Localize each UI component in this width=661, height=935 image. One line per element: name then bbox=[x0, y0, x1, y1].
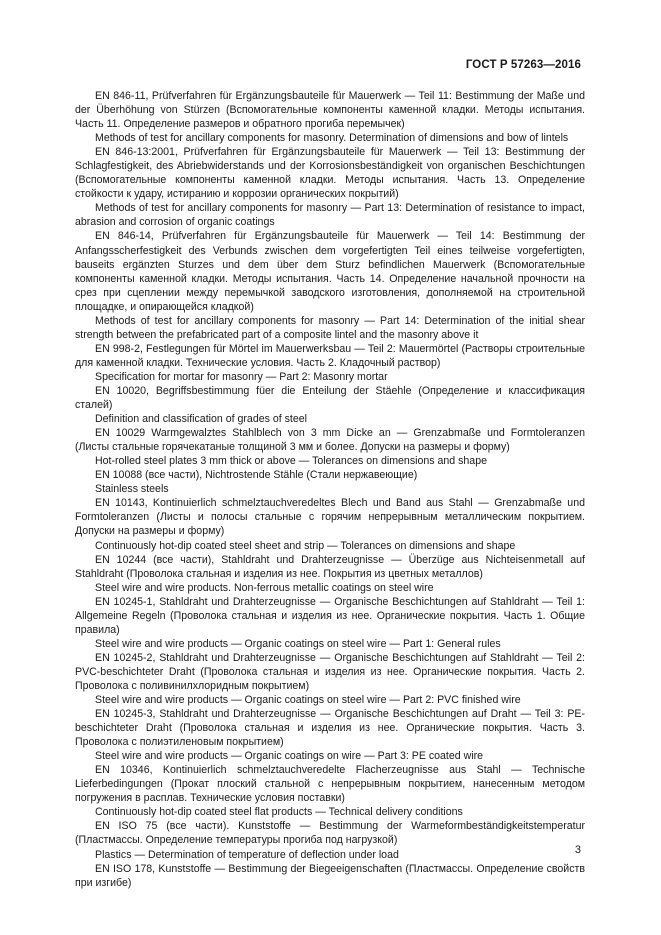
reference-paragraph: EN 10245-2, Stahldraht und Drahterzeugnisse — Organische Beschichtungen auf Stahldraht — Teil 2: PVC-beschichteter Draht (Проволока стальная и изделия из нее. Органические покрытия. Часть 2. Проволока с поливинилхлоридным покрытием) bbox=[75, 651, 585, 692]
reference-paragraph: EN 10245-1, Stahldraht und Drahterzeugnisse — Organische Beschichtungen auf Stahldraht — Teil 1: Allgemeine Regeln (Проволока стальная и изделия из нее. Органические покрытия. Часть 1. Общие правила) bbox=[75, 595, 585, 636]
reference-paragraph: Plastics — Determination of temperature of deflection under load bbox=[95, 848, 399, 861]
reference-paragraph: Steel wire and wire products — Organic coatings on steel wire — Part 1: General rules bbox=[95, 637, 501, 650]
reference-paragraph: EN 846-11, Prüfverfahren für Ergänzungsbauteile für Mauerwerk — Teil 11: Bestimmung der Maße und der Überhöhung von Stürzen (Вспомогательные компоненты каменной кладки. Методы испытания. Часть 11. Определение размеров и обратного прогиба перемычек) bbox=[75, 90, 585, 131]
reference-paragraph: Methods of test for ancillary components for masonry. Determination of dimensions and bow of lintels bbox=[95, 132, 569, 145]
reference-paragraph: Continuously hot-dip coated steel flat products — Technical delivery conditions bbox=[95, 806, 463, 819]
reference-paragraph: EN 846-13:2001, Prüfverfahren für Ergänzungsbauteile für Mauerwerk — Teil 13: Bestimmung der Schlagfestigkeit, des Abriebwiderstands und der Korrosionsbeständigkeit von organischen Beschichtungen (Вспомогательные компоненты каменной кладки. Методы испытания. Часть 13. Определение стойкости к удару, истиранию и коррозии органических покрытий) bbox=[75, 146, 585, 201]
reference-list bbox=[75, 89, 585, 890]
reference-paragraph: EN 10088 (все части), Nichtrostende Stähle (Стали нержавеющие) bbox=[95, 469, 418, 482]
page-number: 3 bbox=[574, 844, 581, 856]
reference-paragraph: EN ISO 75 (все части). Kunststoffe — Bestimmung der Warmeformbeständigkeitstemperatur (Пластмассы. Определение температуры прогиба под нагрузкой) bbox=[75, 820, 585, 847]
reference-paragraph: EN 10029 Warmgewalztes Stahlblech von 3 mm Dicke an — Grenzabmaße und Formtoleranzen (Листы стальные горячекатаные толщиной 3 мм и более. Допуски на размеры и форму) bbox=[75, 427, 585, 454]
reference-paragraph: EN 846-14, Prüfverfahren für Ergänzungsbauteile für Mauerwerk — Teil 14: Bestimmung der Anfangsscherfestigkeit des Verbunds zwischen dem vorgefertigten Teil eines teilweise vorgefertigten, bauseits ergänzten Sturzes und dem über dem Sturz befindlichen Mauerwerk (Вспомогательные компоненты каменной кладки. Методы испытания. Часть 14. Определение начальной прочности на срез при сцеплении между перемычкой заводского изготовления, дополняемой на строительной площадке, и опирающейся кладкой) bbox=[75, 230, 585, 313]
reference-paragraph: Definition and classification of grades of steel bbox=[95, 413, 307, 426]
document-code-header: ГОСТ Р 57263—2016 bbox=[465, 59, 581, 71]
reference-paragraph: Methods of test for ancillary components for masonry — Part 14: Determination of the initial shear strength between the prefabricated part of a composite lintel and the masonry above it bbox=[75, 314, 585, 341]
reference-paragraph: Steel wire and wire products — Organic coatings on wire — Part 3: PE coated wire bbox=[95, 750, 484, 763]
reference-paragraph: EN 10346, Kontinuierlich schmelztauchveredelte Flacherzeugnisse aus Stahl — Technische Lieferbedingungen (Прокат плоский стальной с непрерывным покрытием, нанесенным методом погружения в расплав. Технические условия поставки) bbox=[75, 764, 585, 805]
reference-paragraph: Methods of test for ancillary components for masonry — Part 13: Determination of resistance to impact, abrasion and corrosion of organic coatings bbox=[75, 202, 585, 229]
reference-paragraph: Steel wire and wire products — Organic coatings on steel wire — Part 2: PVC finished wire bbox=[95, 694, 521, 707]
reference-paragraph: Hot-rolled steel plates 3 mm thick or above — Tolerances on dimensions and shape bbox=[95, 455, 487, 468]
reference-paragraph: EN 10143, Kontinuierlich schmelztauchveredeltes Blech und Band aus Stahl — Grenzabmaße und Formtoleranzen (Листы и полосы стальные с горячим непрерывным металлическим покрытием. Допуски на размеры и форму) bbox=[75, 497, 585, 538]
reference-paragraph: EN 10020, Begriffsbestimmung füer die Enteilung der Stäehle (Определение и классификация сталей) bbox=[75, 384, 585, 412]
reference-paragraph: Continuously hot-dip coated steel sheet and strip — Tolerances on dimensions and shape bbox=[95, 539, 516, 552]
reference-paragraph: EN 10245-3, Stahldraht und Drahterzeugnisse — Organische Beschichtungen auf Draht — Teil 3: PE-beschichteter Draht (Проволока стальная и изделия из нее. Органические покрытия. Часть 3. Проволока с полиэтиленовым покрытием) bbox=[75, 708, 585, 749]
reference-paragraph: Stainless steels bbox=[95, 483, 169, 496]
reference-paragraph: EN 10244 (все части), Stahldraht und Drahterzeugnisse — Überzüge aus Nichteisenmetall auf Stahldraht (Проволока стальная и изделия из нее. Покрытия из цветных металлов) bbox=[75, 553, 585, 580]
reference-paragraph: EN 998-2, Festlegungen für Mörtel im Mauerwerksbau — Teil 2: Mauermörtel (Растворы строительные для каменной кладки. Технические условия. Часть 2. Кладочный раствор) bbox=[75, 342, 585, 369]
reference-paragraph: EN ISO 178, Kunststoffe — Bestimmung der Biegeeigenschaften (Пластмассы. Определение свойств при изгибе) bbox=[75, 862, 585, 889]
reference-paragraph: Steel wire and wire products. Non-ferrous metallic coatings on steel wire bbox=[95, 581, 434, 594]
reference-paragraph: Specification for mortar for masonry — Part 2: Masonry mortar bbox=[95, 370, 388, 383]
